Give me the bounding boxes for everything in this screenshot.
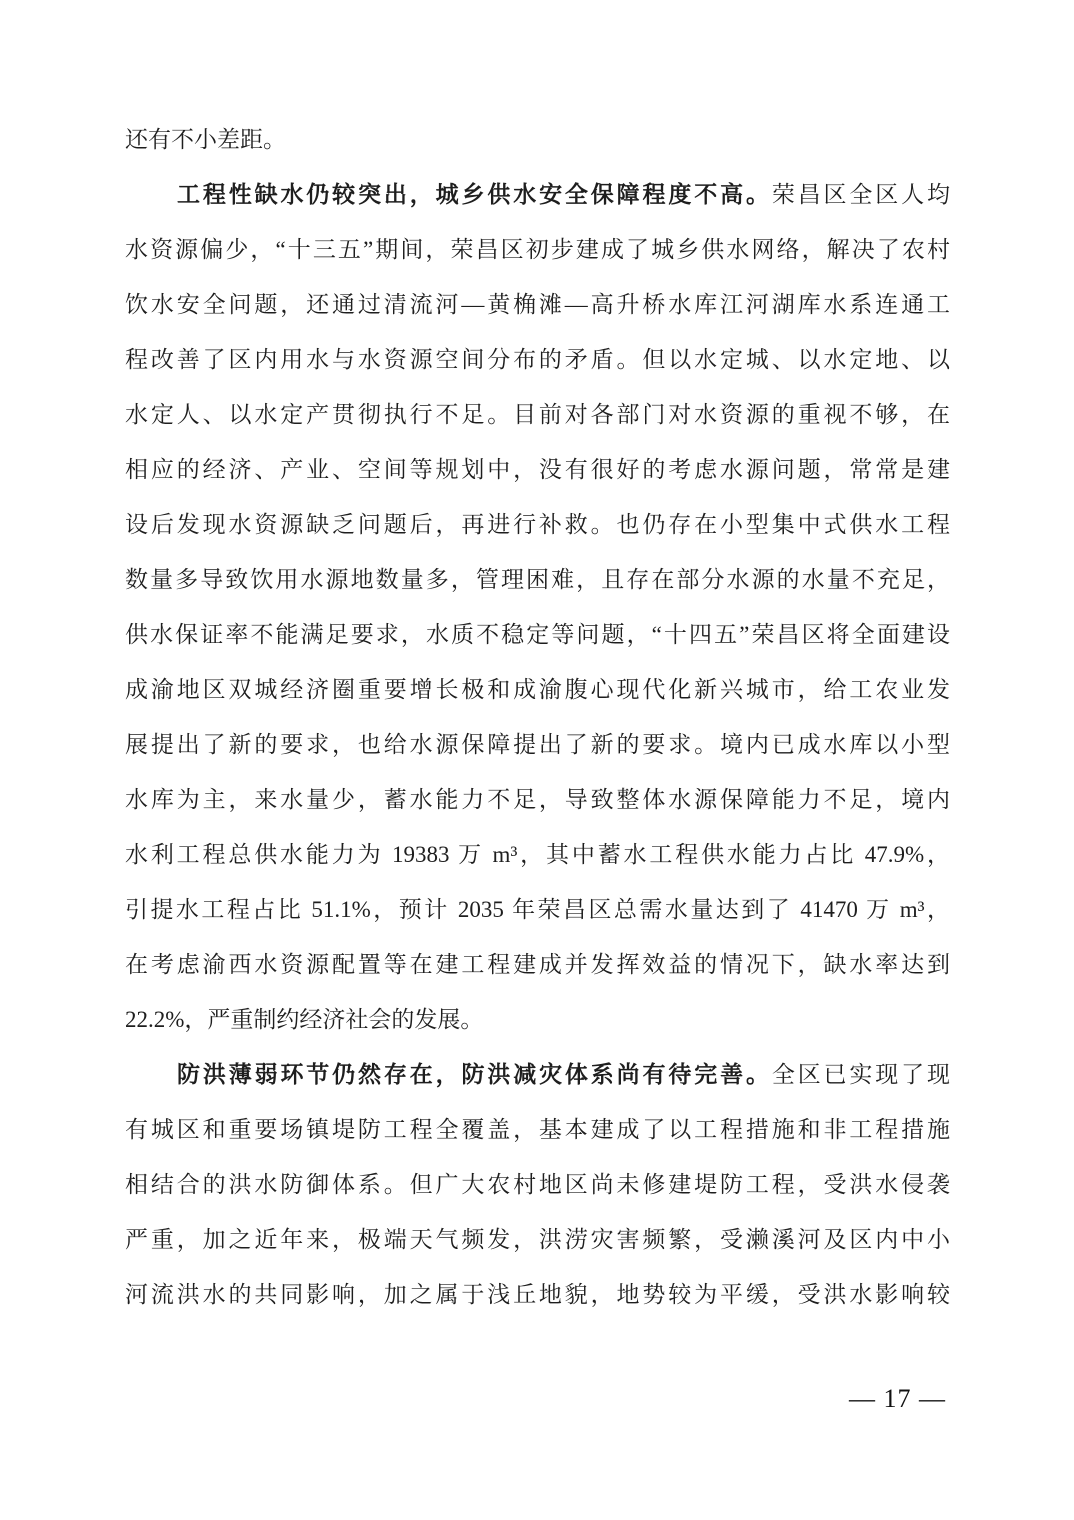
text-line: 相应的经济、产业、空间等规划中，没有很好的考虑水源问题，常常是建	[125, 457, 950, 482]
text-line: 还有不小差距。	[125, 127, 286, 152]
text-line: 饮水安全问题，还通过清流河—黄桷滩—高升桥水库江河湖库水系连通工	[125, 292, 950, 317]
text-line: 22.2%，严重制约经济社会的发展。	[125, 1007, 484, 1032]
text-line: 有城区和重要场镇堤防工程全覆盖，基本建成了以工程措施和非工程措施	[125, 1117, 950, 1142]
text-line: 数量多导致饮用水源地数量多，管理困难，且存在部分水源的水量不充足，	[125, 567, 950, 592]
page-number: — 17 —	[849, 1384, 946, 1413]
text-line: 水库为主，来水量少，蓄水能力不足，导致整体水源保障能力不足，境内	[125, 787, 950, 812]
section2-lead-line	[125, 1047, 950, 1102]
text-line: 程改善了区内用水与水资源空间分布的矛盾。但以水定城、以水定地、以	[125, 347, 950, 372]
text-line: 水资源偏少，“十三五”期间，荣昌区初步建成了城乡供水网络，解决了农村	[125, 237, 950, 262]
text-line: 供水保证率不能满足要求，水质不稳定等问题，“十四五”荣昌区将全面建设	[125, 622, 950, 647]
text-line: 相结合的洪水防御体系。但广大农村地区尚未修建堤防工程，受洪水侵袭	[125, 1172, 950, 1197]
text-line: 水利工程总供水能力为 19383 万 m³，其中蓄水工程供水能力占比 47.9%，	[125, 842, 950, 867]
page-body-text	[125, 112, 950, 1322]
section2-heading: 防洪薄弱环节仍然存在，防洪减灾体系尚有待完善。	[177, 1062, 772, 1087]
text-line: 水定人、以水定产贯彻执行不足。目前对各部门对水资源的重视不够，在	[125, 402, 950, 427]
text-line: 严重，加之近年来，极端天气频发，洪涝灾害频繁，受濑溪河及区内中小	[125, 1227, 950, 1252]
section1-lead-rest: 荣昌区全区人均	[771, 182, 950, 207]
section2-lead-rest: 全区已实现了现	[771, 1062, 950, 1087]
section1-heading: 工程性缺水仍较突出，城乡供水安全保障程度不高。	[177, 182, 772, 207]
text-line: 在考虑渝西水资源配置等在建工程建成并发挥效益的情况下，缺水率达到	[125, 952, 950, 977]
text-line: 成渝地区双城经济圈重要增长极和成渝腹心现代化新兴城市，给工农业发	[125, 677, 950, 702]
text-line: 展提出了新的要求，也给水源保障提出了新的要求。境内已成水库以小型	[125, 732, 950, 757]
text-line: 设后发现水资源缺乏问题后，再进行补救。也仍存在小型集中式供水工程	[125, 512, 950, 537]
text-line: 河流洪水的共同影响，加之属于浅丘地貌，地势较为平缓，受洪水影响较	[125, 1282, 950, 1307]
text-line: 引提水工程占比 51.1%，预计 2035 年荣昌区总需水量达到了 41470 万 m³，	[125, 897, 950, 922]
section1-lead-line	[125, 167, 950, 222]
